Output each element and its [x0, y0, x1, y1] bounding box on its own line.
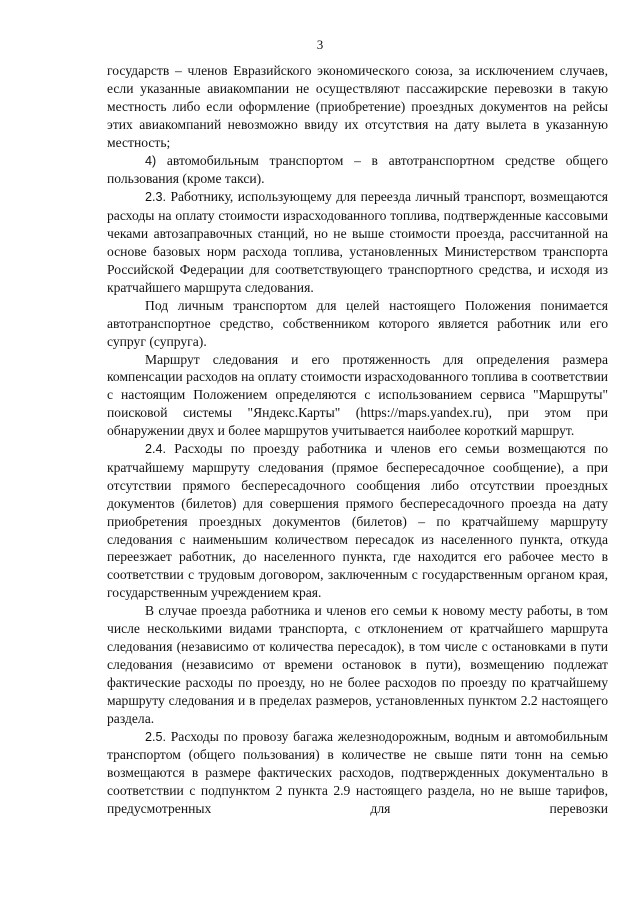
paragraph-text: автомобильным транспортом – в автотранспортном средстве общего пользования (кроме такси). — [107, 152, 608, 187]
paragraph-text: В случае проезда работника и членов его семьи к новому месту работы, в том числе несколькими видами транспорта, с отклонением от кратчайшего маршрута следования (независимо от количества пересадок), в том числе с остановками в пути следования (независимо от времени остановок в пути), возмещению подлежат фактические расходы по проезду, но не более расходов по проезду по кратчайшему маршруту следования и в пределах размеров, установленных пунктом 2.2 настоящего раздела. — [107, 603, 608, 726]
paragraph-route-determination — [107, 351, 608, 441]
paragraph-route-deviation — [107, 602, 608, 727]
page-number: 3 — [316, 37, 324, 52]
paragraph-text: государств – членов Евразийского экономического союза, за исключением случаев, если указанные авиакомпании не осуществляют пассажирские перевозки в такую местность либо если оформление (приобретение) проездных документов на рейсы этих авиакомпаний невозможно ввиду их отсутствия на дату вылета в указанную местность; — [107, 63, 608, 150]
paragraph-2-5-baggage — [107, 728, 608, 819]
paragraph-continuation — [107, 62, 608, 152]
paragraph-personal-transport-definition — [107, 297, 608, 351]
section-number: 2.5. — [145, 729, 167, 744]
paragraph-2-3-personal-transport — [107, 188, 608, 296]
document-body — [107, 62, 608, 818]
paragraph-text: Работнику, использующему для переезда личный транспорт, возмещаются расходы на оплату стоимости израсходованного топлива, подтвержденные кассовыми чеками автозаправочных станций, но не выше стоимости проезда, рассчитанной на основе базовых норм расхода топлива, установленных Министерством транспорта Российской Федерации для соответствующего транспортного средства, и исходя из кратчайшего маршрута следования. — [107, 189, 608, 295]
paragraph-text: Маршрут следования и его протяженность для определения размера компенсации расходов на оплату стоимости израсходованного топлива в соответствии с настоящим Положением определяются с использованием сервиса "Маршруты" поисковой системы "Яндекс.Карты" (https://maps.yandex.ru), при этом при обнаружении двух и более маршрутов учитывается наиболее короткий маршрут. — [107, 351, 608, 439]
paragraph-4-road-transport — [107, 152, 608, 189]
list-item-number: 4) — [145, 153, 157, 168]
section-number: 2.3. — [145, 190, 167, 205]
paragraph-text: Под личным транспортом для целей настоящего Положения понимается автотранспортное средство, собственником которого является работник или его супруг (супруга). — [107, 297, 608, 349]
paragraph-2-4-travel-expenses — [107, 440, 608, 602]
paragraph-text: Расходы по проезду работника и членов его семьи возмещаются по кратчайшему маршруту следования (прямое беспересадочное сообщение), а при отсутствии прямого беспересадочного сообщения либо отсутствии проездных документов (билетов) для совершения прямого беспересадочного проезда на дату приобретения проездных документов (билетов) – по кратчайшему маршруту следования с наименьшим количеством пересадок из населенного пункта, откуда переезжает работник, до населенного пункта, где находится его рабочее место в соответствии с трудовым договором, заключенным с государственным органом края, государственным учреждением края. — [107, 441, 608, 601]
section-number: 2.4. — [145, 442, 167, 457]
paragraph-text: Расходы по провозу багажа железнодорожным, водным и автомобильным транспортом (общего пользования) в количестве не свыше пяти тонн на семью возмещаются в размере фактических расходов, подтвержденных документально в соответствии с подпунктом 2 пункта 2.9 настоящего раздела, но не выше тарифов, предусмотренных для перевозки — [107, 728, 608, 817]
